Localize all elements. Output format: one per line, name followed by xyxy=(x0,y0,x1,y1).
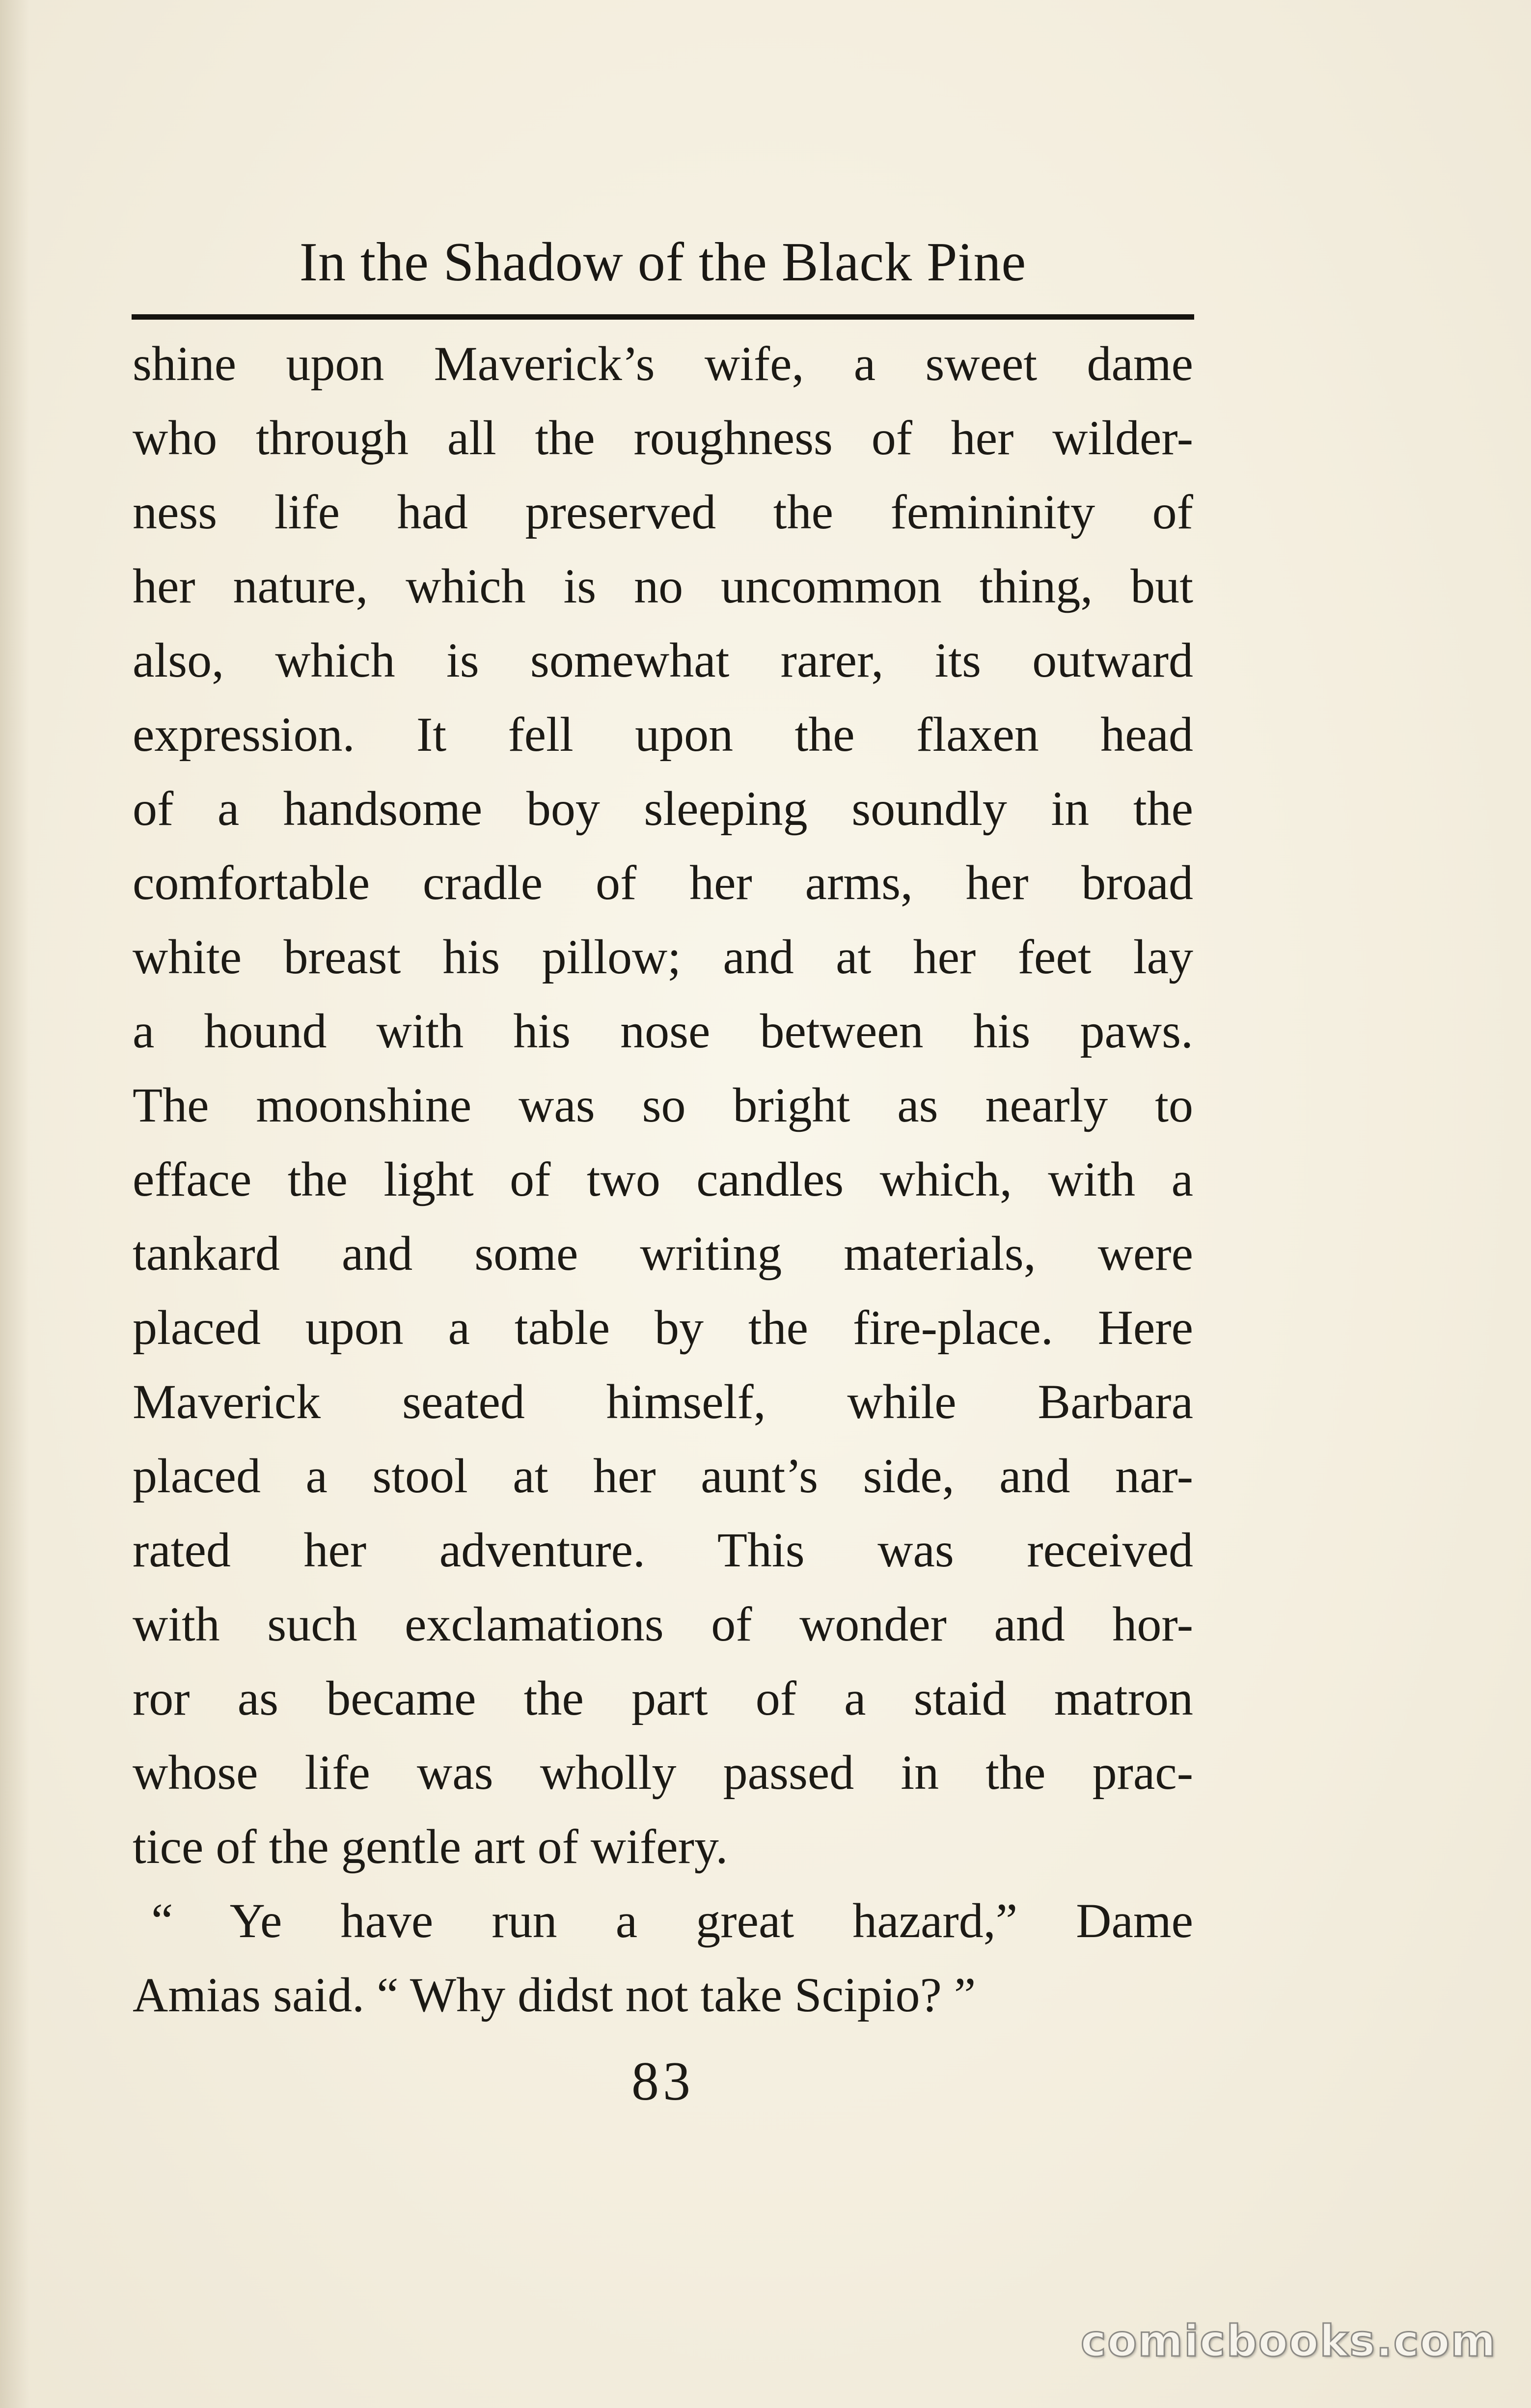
text-line: her nature, which is no uncommon thing, but xyxy=(133,559,1193,613)
text-line: rated her adventure. This was received xyxy=(133,1523,1193,1577)
text-line-paragraph-start: “ Ye have run a great hazard,” Dame xyxy=(151,1893,1193,1948)
text-line: efface the light of two candles which, with a xyxy=(133,1152,1193,1206)
text-line: ness life had preserved the femininity of xyxy=(133,485,1193,539)
watermark-logo: comicbooks.com xyxy=(1080,2316,1497,2366)
text-line: of a handsome boy sleeping soundly in the xyxy=(133,781,1193,836)
spine-shadow xyxy=(0,0,29,2408)
body-text xyxy=(133,327,1193,2032)
text-line: placed a stool at her aunt’s side, and nar- xyxy=(133,1449,1193,1503)
text-line: a hound with his nose between his paws. xyxy=(133,1004,1193,1058)
text-line-paragraph-end: tice of the gentle art of wifery. xyxy=(133,1819,728,1874)
text-line: ror as became the part of a staid matron xyxy=(133,1671,1193,1725)
page-number: 83 xyxy=(631,2051,694,2112)
text-line: Maverick seated himself, while Barbara xyxy=(133,1374,1193,1429)
text-line: tankard and some writing materials, were xyxy=(133,1226,1193,1281)
text-line: with such exclamations of wonder and hor- xyxy=(133,1597,1193,1651)
text-line-paragraph-end: Amias said. “ Why didst not take Scipio? ” xyxy=(133,1968,976,2022)
text-line: white breast his pillow; and at her feet lay xyxy=(133,930,1193,984)
header-rule xyxy=(132,314,1194,320)
text-line: shine upon Maverick’s wife, a sweet dame xyxy=(133,336,1193,391)
text-line: who through all the roughness of her wilder- xyxy=(133,410,1193,465)
text-line: expression. It fell upon the flaxen head xyxy=(133,707,1193,762)
text-line: also, which is somewhat rarer, its outward xyxy=(133,633,1193,687)
text-line: placed upon a table by the fire-place. Here xyxy=(133,1300,1193,1355)
text-line: comfortable cradle of her arms, her broad xyxy=(133,855,1193,910)
text-line: whose life was wholly passed in the prac- xyxy=(133,1745,1193,1800)
text-line: The moonshine was so bright as nearly to xyxy=(133,1078,1193,1132)
running-head: In the Shadow of the Black Pine xyxy=(299,232,1027,293)
